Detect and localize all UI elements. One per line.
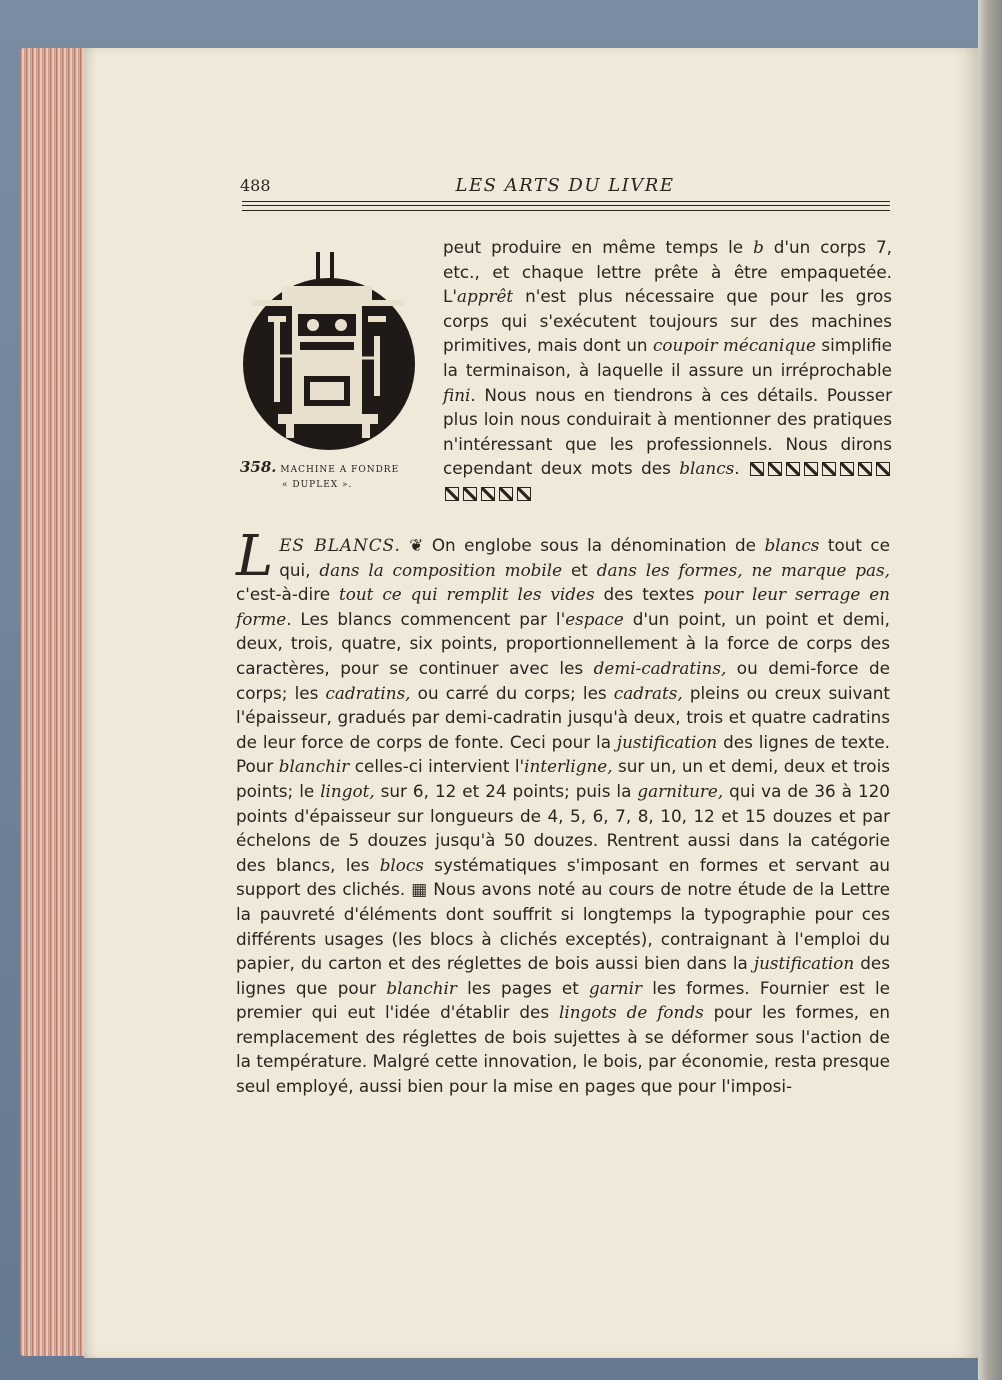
text-run: tout ce qui, — [279, 535, 890, 580]
text-run: des lignes que pour — [236, 953, 890, 998]
ornament-icon — [804, 462, 818, 476]
section-title: ES BLANCS. — [279, 535, 401, 555]
machine-illustration — [238, 246, 420, 450]
ornament-icon — [750, 462, 764, 476]
italic-run: blancs — [679, 458, 735, 479]
ornament-icon — [876, 462, 890, 476]
italic-run: lingot, — [320, 780, 375, 801]
italic-run: blocs — [379, 854, 424, 875]
figure-number: 358. — [240, 458, 277, 476]
figure-caption — [240, 460, 430, 493]
italic-run: justification — [616, 731, 718, 752]
text-run: . Nous nous en tiendrons à ces détails. Pousser plus loin nous conduirait à mentionner des pratiques n'intéressant que les professionnels. Nous dirons cependant deux mots des — [443, 384, 892, 479]
text-run: . — [734, 458, 740, 479]
ornament-icon — [822, 462, 836, 476]
binding-edge — [978, 0, 1002, 1380]
italic-run: blanchir — [386, 977, 457, 998]
text-run: qui va de 36 à 120 points d'épaisseur sur longueurs de 4, 5, 6, 7, 8, 10, 12 et 15 douzes et par échelons de 5 douzes jusqu'à 50 douzes. Rentrent aussi dans la catégorie des blancs, les — [236, 780, 890, 875]
italic-run: cadratins, — [325, 682, 411, 703]
text-run: sur un, un et demi, deux et trois points; le — [236, 756, 890, 801]
ornament-icon — [445, 487, 459, 501]
italic-run: coupoir mécanique — [653, 335, 816, 356]
page-edges — [20, 48, 88, 1356]
text-run: des lignes de texte. Pour — [236, 731, 891, 777]
italic-run: garniture, — [637, 780, 724, 801]
caption-line-2: « DUPLEX ». — [282, 480, 353, 490]
text-run: les formes. Fournier est le premier qui eut l'idée d'établir des — [236, 977, 891, 1023]
text-run: d'un corps 7, etc., et chaque lettre prête à être empaquetée. L' — [443, 237, 893, 307]
text-run: sur 6, 12 et 24 points; puis la — [374, 780, 638, 801]
ornament-icon — [858, 462, 872, 476]
page-header — [238, 176, 892, 202]
text-run: n'est plus nécessaire que pour les gros corps qui s'exécutent toujours sur des machines primitives, mais dont un — [443, 286, 892, 356]
italic-run: espace — [565, 608, 624, 629]
intro-paragraph — [443, 235, 892, 506]
italic-run: dans la composition mobile — [319, 559, 563, 580]
ornament-icon — [768, 462, 782, 476]
italic-run: interligne, — [524, 756, 613, 777]
header-rule — [242, 201, 890, 211]
caption-line-1: MACHINE A FONDRE — [280, 465, 400, 475]
italic-run: justification — [753, 953, 855, 974]
block-mark-icon: ▦ — [411, 879, 428, 900]
italic-run: b — [753, 237, 764, 257]
text-run: des textes — [594, 584, 704, 605]
italic-run: blanchir — [278, 756, 350, 777]
text-run: On englobe sous la dénomination de — [423, 535, 765, 555]
section-paragraph — [236, 524, 891, 1099]
italic-run: apprêt — [456, 286, 514, 307]
text-run: systématiques s'imposant en formes et servant au support des clichés. — [236, 854, 890, 900]
text-run: ou carré du corps; les — [410, 682, 614, 703]
page-number: 488 — [240, 176, 271, 195]
italic-run: dans les formes, ne marque pas, — [596, 559, 890, 580]
text-run: les pages et — [456, 977, 590, 998]
text-run: d'un point, un point et demi, deux, trois, quatre, six points, proportionnellement à la force de corps des caractères, pour se continuer avec les — [236, 608, 891, 678]
text-run: . Les blancs commencent par l' — [286, 608, 566, 629]
italic-run: garnir — [589, 977, 642, 998]
ornament-icon — [786, 462, 800, 476]
text-run: peut produire en même temps le — [443, 237, 754, 257]
drop-cap: L — [236, 524, 274, 589]
text-run: simplifie la terminaison, à laquelle il assure un irréprochable — [443, 335, 892, 380]
italic-run: pour leur serrage en forme — [236, 584, 890, 629]
ornament-icon — [463, 487, 477, 501]
ornament-icon — [481, 487, 495, 501]
text-run: c'est-à-dire — [236, 584, 340, 605]
text-run: celles-ci intervient l' — [349, 756, 525, 777]
italic-run: blancs — [764, 535, 820, 555]
italic-run: cadrats, — [613, 682, 683, 703]
text-run: pour les formes, en remplacement des réglettes de bois sujettes à se déformer sous l'action de la température. Malgré cette innovation, le bois, par économie, resta presque seul employé, aussi bien pour la mise en pages que pour l'imposi- — [236, 1002, 891, 1097]
text-run: pleins ou creux suivant l'épaisseur, gradués par demi-cadratin jusqu'à deux, trois et quatre cadratins de leur force de corps de fonte. Ceci pour la — [236, 682, 890, 752]
ornament-icon — [499, 487, 513, 501]
italic-run: lingots de fonds — [558, 1002, 704, 1023]
text-run: ou demi-force de corps; les — [236, 657, 890, 703]
ornament-icon — [840, 462, 854, 476]
fleuron-icon: ❦ — [409, 535, 424, 555]
italic-run: demi-cadratins, — [593, 657, 727, 678]
ornament-icon — [517, 487, 531, 501]
running-title: LES ARTS DU LIVRE — [455, 175, 675, 196]
text-run: et — [562, 559, 597, 580]
text-run: Nous avons noté au cours de notre étude de la Lettre la pauvreté d'éléments dont souffrit si longtemps la typographie pour ces différents usages (les blocs à clichés exceptés), contraignant à l'emploi du papier, du carton et des réglettes de bois aussi bien dans la — [236, 879, 890, 974]
italic-run: fini — [443, 384, 471, 405]
italic-run: tout ce qui remplit les vides — [339, 584, 595, 605]
